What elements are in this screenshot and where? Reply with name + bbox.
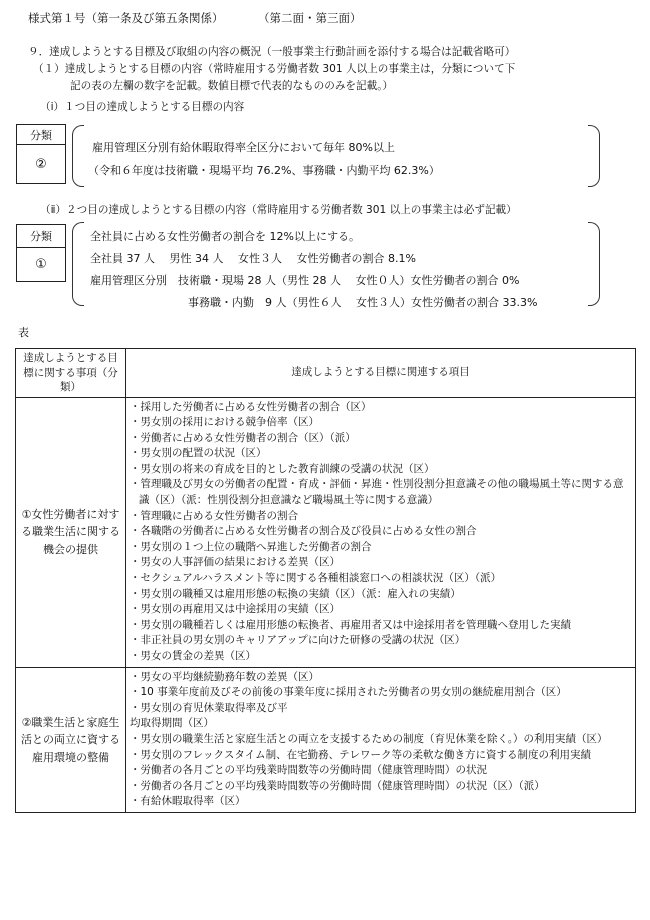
goals-table	[15, 348, 636, 813]
goal2-bracket-left	[72, 222, 84, 306]
list-item: 均取得期間（区）	[130, 717, 214, 730]
table-row1-items	[126, 397, 636, 667]
table-label: 表	[18, 326, 29, 339]
table-header-left-text: 達成しようとする目標に関する事項（分類）	[23, 352, 118, 393]
page-label: （第二面・第三面）	[258, 11, 362, 25]
form-label: 様式第１号（第一条及び第五条関係）	[28, 11, 224, 25]
list-item: ・男女別の将来の育成を目的とした教育訓練の受講の状況（区）	[130, 462, 435, 475]
table-row2-items	[126, 667, 636, 812]
list-item: ・男女別の育児休業取得率及び平	[130, 701, 288, 714]
list-item: ・各職階の労働者に占める女性労働者の割合及び役員に占める女性の割合	[130, 525, 477, 538]
goal1-bracket-right	[588, 125, 600, 187]
goal1-bracket-left	[72, 125, 84, 187]
table-row2-category	[16, 667, 126, 812]
list-item: ・男女別の職種若しくは雇用形態の転換者、再雇用者又は中途採用者を管理職へ登用した実績	[130, 618, 571, 631]
goal2-class-value	[16, 247, 66, 282]
goal1-class-value-text: ②	[35, 156, 47, 172]
list-item: ・管理職に占める女性労働者の割合	[130, 509, 298, 522]
list-item: ・男女別の再雇用又は中途採用の実績（区）	[130, 603, 340, 616]
goal1-class-value	[16, 144, 66, 184]
table-header-row	[16, 349, 636, 398]
goal2-line1: 全社員に占める女性労働者の割合を 12%以上にする。	[90, 230, 360, 243]
section9-sub1-line2: 記の表の左欄の数字を記載。数値目標で代表的なもののみを記載。）	[70, 80, 394, 92]
goal2-class-label-text: 分類	[30, 230, 52, 243]
goal1-class-label	[16, 124, 66, 145]
goal1-line1: 雇用管理区分別有給休暇取得率全区分において毎年 80%以上	[92, 141, 395, 154]
list-item: ・男女別の配置の状況（区）	[130, 447, 267, 460]
list-item: ・セクシュアルハラスメント等に関する各種相談窓口への相談状況（区）（派）	[130, 572, 502, 585]
goal2-line4: 事務職・内勤 9 人（男性６人 女性３人）女性労働者の割合 33.3%	[188, 296, 538, 309]
section9-title: ９．達成しようとする目標及び取組の内容の概況（一般事業主行動計画を添付する場合は記載省略可）	[28, 46, 516, 58]
goal1-class-label-text: 分類	[30, 128, 52, 142]
list-item: ・管理職及び男女の労働者の配置・育成・評価・昇進・性別役割分担意識その他の職場風土等に関する意識（区）（派：性別役割分担意識など職場風土等に関する意識）	[130, 478, 624, 507]
row1-item-list	[126, 398, 635, 667]
goal2-line3: 雇用管理区分別 技術職・現場 28 人（男性 28 人 女性０人）女性労働者の割合 0%	[90, 274, 520, 287]
list-item: ・労働者の各月ごとの平均残業時間数等の労働時間（健康管理時間）の状況（区）（派）	[130, 779, 545, 792]
section9-sub1-line1: （１）達成しようとする目標の内容（常時雇用する労働者数 301 人以上の事業主は，分類について下	[33, 63, 516, 75]
table-row	[16, 397, 636, 667]
list-item: ・男女の賃金の差異（区）	[130, 650, 256, 662]
table-row2-category-text: ②職業生活と家庭生活との両立に資する雇用環境の整備	[21, 715, 120, 764]
list-item: ・有給休暇取得率（区）	[130, 795, 246, 808]
goal2-bracket-right	[588, 222, 600, 306]
list-item: ・男女別の採用における競争倍率（区）	[130, 416, 319, 429]
list-item: ・採用した労働者に占める女性労働者の割合（区）	[130, 400, 372, 413]
list-item: ・男女別の職業生活と家庭生活との両立を支援するための制度（育児休業を除く。）の利用実績（区）	[130, 732, 608, 745]
goal2-heading: （ⅱ）２つ目の達成しようとする目標の内容（常時雇用する労働者数 301 以上の事業主は必ず記載）	[40, 204, 517, 216]
list-item: ・労働者の各月ごとの平均残業時間数等の労働時間（健康管理時間）の状況	[130, 764, 487, 777]
goal1-heading: （ⅰ）１つ目の達成しようとする目標の内容	[40, 101, 245, 113]
goal2-line2: 全社員 37 人 男性 34 人 女性３人 女性労働者の割合 8.1%	[90, 252, 416, 265]
table-row1-category-text: ①女性労働者に対する職業生活に関する機会の提供	[21, 507, 120, 556]
list-item: ・労働者に占める女性労働者の割合（区）（派）	[130, 431, 356, 444]
list-item: ・男女別のフレックスタイム制、在宅勤務、テレワーク等の柔軟な働き方に資する制度の利用実績	[130, 748, 591, 761]
list-item: ・男女の人事評価の結果における差異（区）	[130, 556, 340, 569]
row2-item-list	[126, 668, 635, 812]
list-item: ・男女別の１つ上位の職階へ昇進した労働者の割合	[130, 540, 372, 553]
table-header-left	[16, 349, 126, 398]
table-header-right	[126, 349, 636, 398]
list-item: ・男女の平均継続勤務年数の差異（区）	[130, 670, 319, 683]
list-item: ・男女別の職種又は雇用形態の転換の実績（区）（派：雇入れの実績）	[130, 587, 461, 600]
table-header-right-text: 達成しようとする目標に関連する項目	[291, 365, 470, 378]
list-item: ・10 事業年度前及びその前後の事業年度に採用された労働者の男女別の継続雇用割合（区）	[130, 686, 567, 699]
table-row	[16, 667, 636, 812]
table-row1-category	[16, 397, 126, 667]
list-item: ・非正社員の男女別のキャリアアップに向けた研修の受講の状況（区）	[130, 634, 466, 647]
goal1-line2: （令和６年度は技術職・現場平均 76.2%、事務職・内勤平均 62.3%）	[88, 164, 440, 177]
goal2-class-label	[16, 224, 66, 248]
goal2-class-value-text: ①	[35, 257, 47, 272]
